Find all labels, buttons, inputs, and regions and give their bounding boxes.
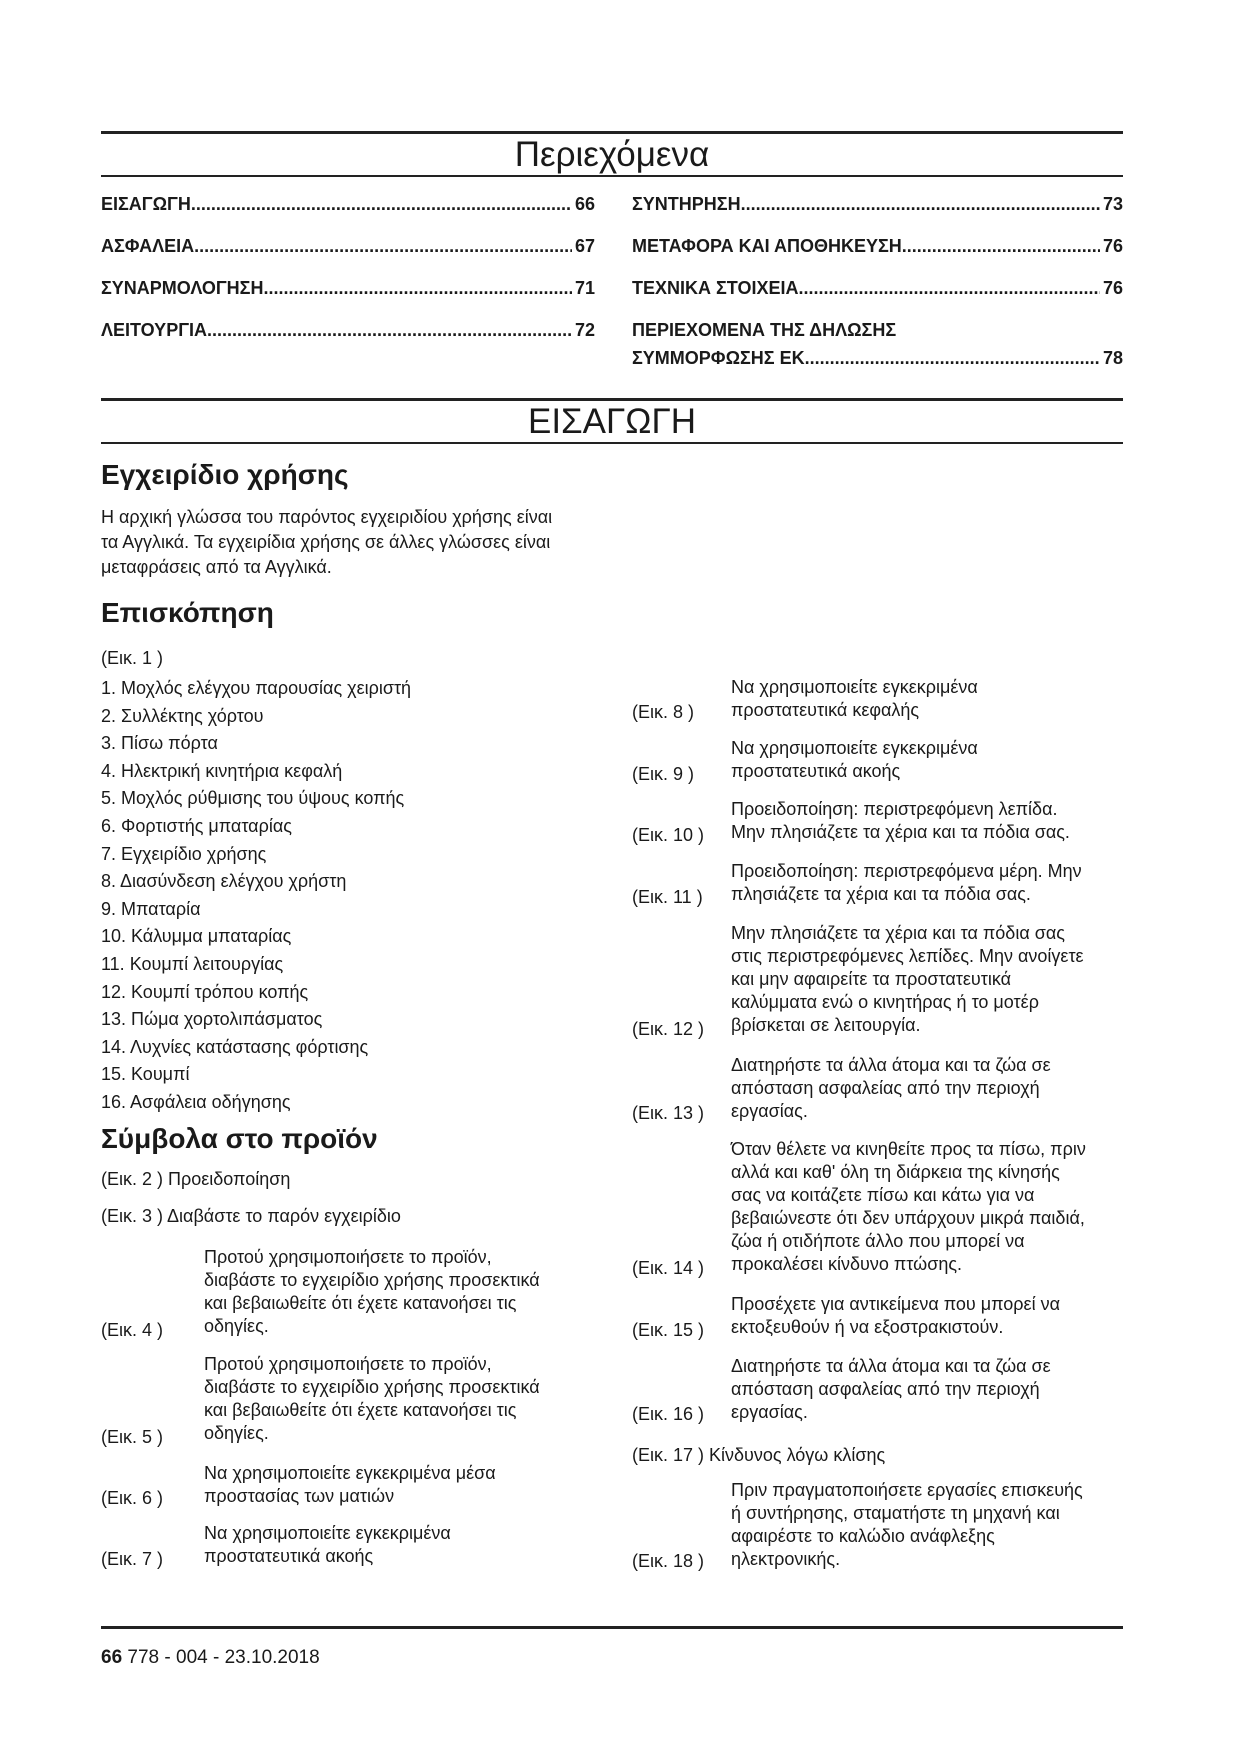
list-item: 1. Μοχλός ελέγχου παρουσίας χειριστή [101,678,412,698]
symbol-fig-label: (Εικ. 15 ) [632,1320,705,1340]
list-item: 9. Μπαταρία [101,898,201,919]
toc-right-item[interactable]: ΜΕΤΑΦΟΡΑ ΚΑΙ ΑΠΟΘΗΚΕΥΣΗ ..... 76 [632,235,1123,257]
symbol-fig-label: (Εικ. 13 ) [632,1103,705,1123]
list-item: 5. Μοχλός ρύθμισης του ύψους κοπής [101,788,405,809]
symbol-inline: (Εικ. 3 ) Διαβάστε το παρόν εγχειρίδιο [101,1206,401,1226]
symbol-fig-label: (Εικ. 16 ) [632,1404,705,1424]
doc-reference: 778 - 004 - 23.10.2018 [127,1647,320,1668]
list-item: 6. Φορτιστής μπαταρίας [101,815,292,836]
symbol-fig-label: (Εικ. 4 ) [101,1320,164,1340]
symbol-fig-label: (Εικ. 17 ) Κίνδυνος λόγω κλίσης [632,1445,886,1465]
page-number: 66 [101,1647,123,1668]
symbol-fig-label: (Εικ. 8 ) [632,702,695,722]
list-item: 2. Συλλέκτης χόρτου [101,705,264,726]
symbol-description: Όταν θέλετε να κινηθείτε προς τα πίσω, πριν αλλά και καθ' όλη τη διάρκεια της κίνησής σας να κοιτάζετε πίσω και κάτω για να βεβαιώνεστε ότι δεν υπάρχουν μικρά παιδιά, ζώα ή οτιδήποτε άλλο που μπορεί να προκαλέσει κίνδυνο πτώσης. [731,1139,1086,1274]
symbol-description: Να χρησιμοποιείτε εγκεκριμένα μέσα προστασίας των ματιών [204,1463,496,1506]
toc-title-rule [101,175,1123,177]
overview-list [101,675,411,1117]
toc-left-item[interactable]: ΣΥΝΑΡΜΟΛΟΓΗΣΗ ..... 71 [101,277,595,299]
symbol-fig-label: (Εικ. 18 ) [632,1551,705,1571]
symbol-description: Προειδοποίηση: περιστρεφόμενη λεπίδα. Μην πλησιάζετε τα χέρια και τα πόδια σας. [731,799,1070,842]
symbol-fig-label: (Εικ. 14 ) [632,1258,705,1278]
list-item: 16. Ασφάλεια οδήγησης [101,1091,291,1112]
list-item: 14. Λυχνίες κατάστασης φόρτισης [101,1036,369,1057]
toc-right-item[interactable]: ΠΕΡΙΕΧΟΜΕΝΑ ΤΗΣ ΔΗΛΩΣΗΣ ΣΥΜΜΟΡΦΩΣΗΣ ΕΚ ..... 78 [632,319,1123,369]
toc-right-item[interactable]: ΣΥΝΤΗΡΗΣΗ ..... 73 [632,193,1123,215]
list-item: 8. Διασύνδεση ελέγχου χρήστη [101,871,347,892]
list-item: 7. Εγχειρίδιο χρήσης [101,843,267,864]
symbol-fig-label: (Εικ. 6 ) [101,1488,164,1508]
symbol-fig-label: (Εικ. 11 ) [632,887,703,907]
symbol-description: Προσέχετε για αντικείμενα που μπορεί να εκτοξευθούν ή να εξοστρακιστούν. [731,1294,1060,1337]
symbol-description: Να χρησιμοποιείτε εγκεκριμένα προστατευτικά κεφαλής [731,677,978,720]
symbol-description: Προτού χρησιμοποιήσετε το προϊόν, διαβάστε το εγχειρίδιο χρήσης προσεκτικά και βεβαιωθείτε ότι έχετε κατανοήσει τις οδηγίες. [204,1247,540,1336]
symbol-description: Προτού χρησιμοποιήσετε το προϊόν, διαβάστε το εγχειρίδιο χρήσης προσεκτικά και βεβαιωθείτε ότι έχετε κατανοήσει τις οδηγίες. [204,1354,540,1443]
top-rule [101,131,1123,134]
symbol-fig-label: (Εικ. 12 ) [632,1019,705,1039]
list-item: 13. Πώμα χορτολιπάσματος [101,1009,323,1030]
overview-heading: Επισκόπηση [101,597,274,628]
symbol-description: Διατηρήστε τα άλλα άτομα και τα ζώα σε απόσταση ασφαλείας από την περιοχή εργασίας. [731,1356,1051,1422]
list-item: 4. Ηλεκτρική κινητήρια κεφαλή [101,760,343,781]
toc-right-item[interactable]: ΤΕΧΝΙΚΑ ΣΤΟΙΧΕΙΑ ..... 76 [632,277,1123,299]
symbol-description: Να χρησιμοποιείτε εγκεκριμένα προστατευτικά ακοής [731,738,978,781]
toc-title: Περιεχόμενα [514,135,710,174]
symbol-description: Προειδοποίηση: περιστρεφόμενα μέρη. Μην πλησιάζετε τα χέρια και τα πόδια σας. [731,861,1082,904]
list-item: 3. Πίσω πόρτα [101,733,218,754]
symbol-fig-label: (Εικ. 7 ) [101,1549,164,1569]
symbol-description: Πριν πραγματοποιήσετε εργασίες επισκευής ή συντήρησης, σταματήστε τη μηχανή και αφαιρέστε το καλώδιο ανάφλεξης ηλεκτρονικής. [731,1480,1083,1569]
symbol-inline: (Εικ. 2 ) Προειδοποίηση [101,1169,291,1189]
intro-top-rule [101,398,1123,401]
list-item: 11. Κουμπί λειτουργίας [101,953,284,974]
list-item: 15. Κουμπί [101,1064,190,1085]
overview-fig-label: (Εικ. 1 ) [101,648,164,668]
intro-title: ΕΙΣΑΓΩΓΗ [527,402,697,441]
list-item: 10. Κάλυμμα μπαταρίας [101,926,292,947]
manual-heading: Εγχειρίδιο χρήσης [101,459,349,490]
symbol-fig-label: (Εικ. 10 ) [632,825,705,845]
intro-title-rule [101,442,1123,444]
list-item: 12. Κουμπί τρόπου κοπής [101,981,309,1002]
manual-text: Η αρχική γλώσσα του παρόντος εγχειριδίου χρήσης είναι τα Αγγλικά. Τα εγχειρίδια χρήσης σε άλλες γλώσσες είναι μεταφράσεις από τα Αγγλικά. [101,507,553,577]
toc-left-item[interactable]: ΑΣΦΑΛΕΙΑ ..... 67 [101,235,595,257]
symbol-description: Να χρησιμοποιείτε εγκεκριμένα προστατευτικά ακοής [204,1523,451,1566]
symbol-description: Διατηρήστε τα άλλα άτομα και τα ζώα σε απόσταση ασφαλείας από την περιοχή εργασίας. [731,1055,1051,1121]
page-footer [101,1647,320,1669]
symbol-description: Μην πλησιάζετε τα χέρια και τα πόδια σας στις περιστρεφόμενες λεπίδες. Μην ανοίγετε και μην αφαιρείτε τα προστατευτικά καλύμματα ενώ ο κινητήρας ή το μοτέρ βρίσκεται σε λειτουργία. [731,923,1084,1035]
symbol-fig-label: (Εικ. 9 ) [632,764,695,784]
symbols-heading: Σύμβολα στο προϊόν [101,1123,378,1154]
symbol-fig-label: (Εικ. 5 ) [101,1427,164,1447]
toc-left-item[interactable]: ΛΕΙΤΟΥΡΓΙΑ ..... 72 [101,319,595,341]
toc-left-item[interactable]: ΕΙΣΑΓΩΓΗ ..... 66 [101,193,595,215]
footer-rule [101,1626,1123,1629]
